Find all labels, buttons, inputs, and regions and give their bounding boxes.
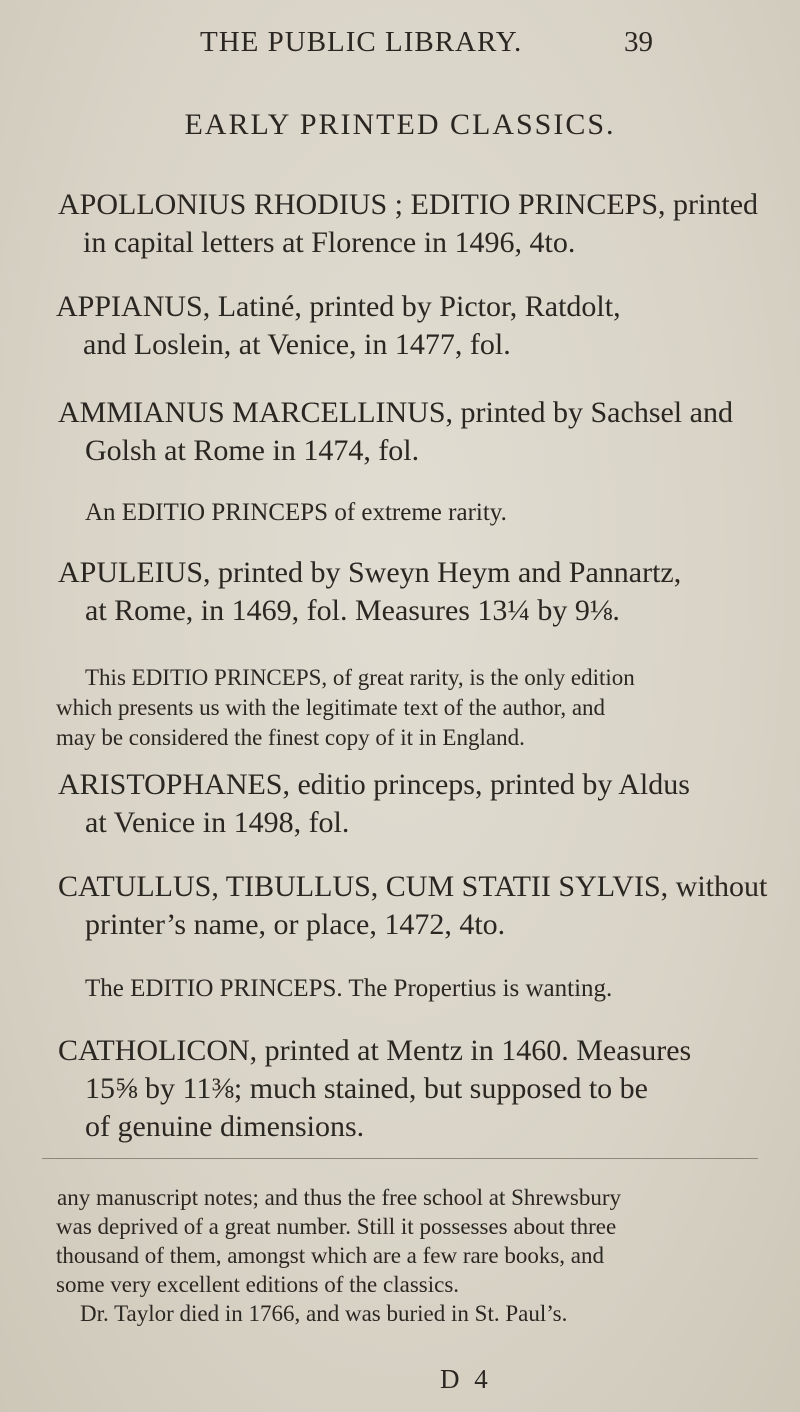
footer-line: thousand of them, amongst which are a few rare books, and — [56, 1243, 605, 1268]
entry-line: CATHOLICON, printed at Mentz in 1460. Measures — [58, 1034, 692, 1067]
entry-line: APULEIUS, printed by Sweyn Heym and Pannartz, — [58, 556, 682, 589]
entry-apuleius — [56, 558, 756, 626]
entry-ammianus — [56, 398, 756, 466]
entry-note-catullus — [56, 976, 756, 1001]
section-heading: EARLY PRINTED CLASSICS. — [184, 108, 616, 141]
entry-line: CATULLUS, TIBULLUS, CUM STATII SYLVIS, without — [58, 870, 768, 903]
running-title: THE PUBLIC LIBRARY. — [200, 26, 523, 58]
entry-line: An EDITIO PRINCEPS of extreme rarity. — [85, 499, 507, 526]
entry-catholicon — [56, 1036, 756, 1142]
footer-line: any manuscript notes; and thus the free school at Shrewsbury — [57, 1185, 622, 1210]
entry-aristophanes — [56, 770, 756, 838]
entry-line: 15⅝ by 11⅜; much stained, but supposed to be — [85, 1072, 648, 1105]
running-head — [0, 18, 800, 58]
entry-line: Golsh at Rome in 1474, fol. — [85, 434, 420, 467]
entry-line: and Loslein, at Venice, in 1477, fol. — [83, 328, 511, 361]
entry-note-apuleius — [56, 666, 756, 749]
entry-line: This EDITIO PRINCEPS, of great rarity, is the only edition — [85, 665, 635, 690]
entry-line: ARISTOPHANES, editio princeps, printed by Aldus — [58, 768, 690, 801]
page-number: 39 — [624, 26, 653, 58]
entry-appianus — [56, 292, 756, 360]
footer-line: Dr. Taylor died in 1766, and was buried in St. Paul’s. — [80, 1301, 568, 1326]
signature-mark: D 4 — [440, 1364, 492, 1394]
entry-line: APPIANUS, Latiné, printed by Pictor, Ratdolt, — [56, 290, 621, 323]
entry-line: at Venice in 1498, fol. — [85, 806, 350, 839]
entry-line: printer’s name, or place, 1472, 4to. — [85, 908, 506, 941]
entry-apollonius — [56, 188, 759, 259]
entry-line: in capital letters at Florence in 1496, 4to. — [83, 226, 576, 259]
footer-line: was deprived of a great number. Still it possesses about three — [56, 1214, 617, 1239]
footer-paragraph — [56, 1186, 756, 1325]
entry-line: The EDITIO PRINCEPS. The Propertius is wanting. — [85, 975, 613, 1002]
section-divider — [42, 1158, 758, 1159]
entry-note-rarity — [56, 500, 756, 525]
entry-line: may be considered the finest copy of it in England. — [56, 725, 525, 750]
entry-line: AMMIANUS MARCELLINUS, printed by Sachsel and — [58, 396, 733, 429]
entry-line: which presents us with the legitimate text of the author, and — [56, 695, 606, 720]
entry-line: at Rome, in 1469, fol. Measures 13¼ by 9⅛. — [85, 594, 620, 627]
entry-line: of genuine dimensions. — [85, 1110, 365, 1143]
footer-line: some very excellent editions of the classics. — [56, 1272, 460, 1297]
entry-line: APOLLONIUS RHODIUS ; EDITIO PRINCEPS, printed — [58, 188, 759, 221]
entry-catullus — [56, 870, 768, 941]
